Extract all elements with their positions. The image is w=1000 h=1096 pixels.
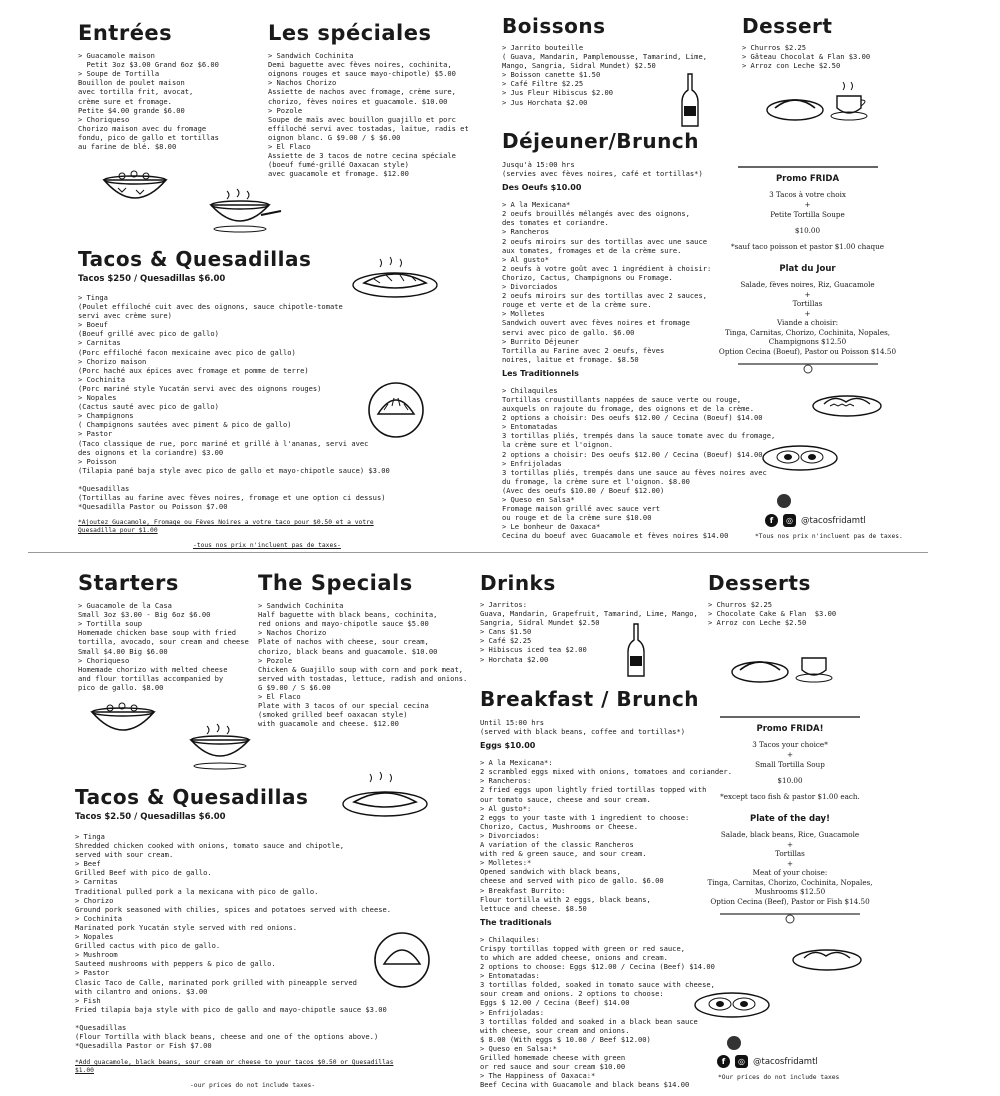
frida-logo (777, 494, 791, 508)
dessert-plate-illustration (765, 78, 875, 126)
dessert-plate-illustration (730, 640, 840, 688)
facebook-icon[interactable]: f (765, 514, 778, 527)
dessert-section (742, 15, 912, 70)
speciales-section (268, 22, 488, 178)
starters-title: Starters (78, 571, 179, 595)
promo-price-en: $10.00 (777, 776, 803, 785)
desserts-title: Desserts (708, 571, 811, 595)
bottle-illustration (626, 622, 646, 680)
ornament-divider (720, 714, 860, 720)
chilaquiles-plate-illustration (790, 942, 865, 972)
tacos-title-en: Tacos & Quesadillas (75, 785, 309, 809)
plate-of-day-text: Salade, black beans, Rice, Guacamole + Tortillas + Meat of your choise: Tinga, Carnitas, Chorizo, Cochinita, Nopales, Mushrooms $12.50 Option Cecina (Beef), Pastor or Fish $14.50 (707, 830, 873, 906)
tacos-section-en (75, 786, 405, 1090)
drinks-title: Drinks (480, 571, 556, 595)
guacamole-bowl-illustration (88, 700, 158, 740)
promo-note-en: *except taco fish & pastor $1.00 each. (720, 792, 860, 801)
traditionnels-items: > Chilaquiles Tortillas croustillants nappées de sauce verte ou rouge, auxquels on rajoute du fromage, des oignons et de la crème. 2 options a choisir: Des oeufs $12.00 / Cecina (Boeuf) $14.00 > Entomatadas 3 tortillas pliés, trempés dans la sauce tomate avec du fromage, la crème sure et l'oignon. 2 options a choisir: Des oeufs $12.00 / Cecina (Boeuf) $14.00 > Enfrijoladas 3 tortillas pliés, trempés dans une sauce au fèves noires avec du fromage, la crème sure et l'oignon. $8.00 (Avec des oeufs $10.00 / Boeuf $12.00) > Queso en Salsa* Fromage maison grillé avec sauce vert ou rouge et de la crème sure $10.00 > Le bonheur de Oaxaca* Cecina du boeuf avec Guacamole et fèves noires $14.00 (502, 385, 776, 541)
brunch-title-en: Breakfast / Brunch (480, 687, 700, 711)
eggs-price-en: Eggs $10.00 (480, 741, 536, 751)
eggs-plate-illustration (760, 438, 840, 473)
eggs-price-fr: Des Oeufs $10.00 (502, 183, 582, 193)
entrees-section (78, 22, 258, 151)
facebook-icon[interactable]: f (717, 1055, 730, 1068)
chilaquiles-plate-illustration (810, 388, 885, 418)
speciales-title: Les spéciales (268, 21, 432, 45)
tacos-title-fr: Tacos & Quesadillas (78, 247, 312, 271)
promo-frida-fr (700, 160, 915, 378)
tacos-items-en: > Tinga Shredded chicken cooked with onions, tomato sauce and chipotle, served with sour cream. > Beef Grilled Beef with pico de gallo. > Carnitas Traditional pulled pork a la mexicana with pico de gallo. > Chorizo Ground pork seasoned with chilies, spices and potatoes served with cheese. > Cochinita Marinated pork Yucatán style served with red onions. > Nopales Grilled cactus with pico de gallo. > Mushroom Sauteed mushrooms with peppers & pico de gallo. > Pastor Clasic Taco de Calle, marinated pork grilled with pineapple served with cilantro and onions. $3.00 > Fish Fried tilapia baja style with pico de gallo and mayo-chipotle sauce $3.00 *Quesadillas (Flour Tortilla with black beans, cheese and one of the options above.) *Quesadilla Pastor or Fish $7.00 (75, 832, 392, 1051)
social-handle-text-en[interactable]: @tacosfridamtl (753, 1056, 818, 1067)
promo-line1-en: 3 Tacos your choice* (752, 740, 828, 749)
promo-plus-en: + (786, 750, 794, 759)
taxes-note-fr: -tous nos prix n'incluent pas de taxes- (193, 542, 341, 550)
english-menu (0, 560, 1000, 1096)
social-handle-en[interactable] (717, 1055, 818, 1068)
specials-items: > Sandwich Cochinita Half baguette with black beans, cochinita, red onions and mayo-chipotle sauce $5.00 > Nachos Chorizo Plate of nachos with cheese, sour cream, chorizo, black beans and guacamole. $10.00 > Pozole Chicken & Guajillo soup with corn and pork meat, served with tostadas, lettuce, radish and onions. G $9.00 / S $6.00 > El Flaco Plate with 3 tacos of our special cecina (smoked grilled beef oaxacan style) with guacamole and cheese. $12.00 (258, 601, 468, 729)
entrees-title: Entrées (78, 21, 173, 45)
specials-section (258, 572, 488, 728)
brunch-title-fr: Déjeuner/Brunch (502, 129, 699, 153)
traditionnels-title: Les Traditionnels (502, 368, 579, 378)
plat-du-jour-title: Plat du Jour (779, 264, 836, 274)
plat-du-jour-text: Salade, fèves noires, Riz, Guacamole + Tortillas + Viande a choisir: Tinga, Carnitas, Chorizo, Cochinita, Nopales, Champignons $12.50 Option Cecina (Boeuf), Pastor ou Poisson $14.50 (718, 280, 897, 356)
promo-line2-en: Small Tortilla Soup (755, 760, 825, 769)
eggs-items-en: > A la Mexicana*: 2 scrambled eggs mixed with onions, tomatoes and coriander. > Rancheros: 2 fried eggs upon lightly fried tortillas topped with our tomato sauce, cheese and sour cream. > Al gusto*: 2 eggs to your taste with 1 ingredient to choose: Chorizo, Cactus, Mushrooms or Cheese. > Divorciados: A variation of the classic Rancheros with red & green sauce, and sour cream. > Molletes:* Opened sandwich with black beans, cheese and served with pico de gallo. $6.00 > Breakfast Burrito: Flour tortilla with 2 eggs, black beans, lettuce and cheese. $8.50 (480, 758, 732, 913)
promo-line2-fr: Petite Tortilla Soupe (770, 210, 845, 219)
promo-title-fr: Promo FRIDA (775, 174, 840, 184)
speciales-items: > Sandwich Cochinita Demi baguette avec fèves noires, cochinita, oignons rouges et sauce mayo-chipotle) $5.00 > Nachos Chorizo Assiette de nachos avec fromage, crème sure, chorizo, fèves noires et guacamole. $10.00 > Pozole Soupe de maïs avec bouillon guajillo et porc effiloché servi avec tostadas, laitue, radis et oignon blanc. G $9.00 / $ $6.00 > El Flaco Assiette de 3 tacos de notre cecina spéciale (boeuf fumé-grillé Oaxacan style) avec guacamole et fromage. $12.00 (268, 51, 469, 179)
ornament-divider (738, 164, 878, 170)
taxes-note-right-fr: *Tous nos prix n'incluent pas de taxes. (755, 533, 903, 540)
plate-of-day-title: Plate of the day! (750, 814, 830, 824)
taxes-note-right-en: *Our prices do not include taxes (718, 1074, 840, 1081)
eggs-plate-illustration (692, 985, 772, 1020)
taco-plate-illustration (372, 930, 432, 990)
ornament-divider (720, 910, 860, 924)
ornament-divider (738, 360, 878, 374)
tacos-addon-note-en: *Add guacamole, black beans, sour cream or cheese to your tacos $0.50 or Quesadillas $1.00 (75, 1059, 394, 1075)
drinks-section (480, 572, 710, 664)
taco-plate-illustration (366, 380, 426, 440)
promo-line1-fr: 3 Tacos à votre choix (769, 190, 846, 199)
brunch-hours-en: Until 15:00 hrs (served with black beans, coffee and tortillas*) (480, 718, 685, 737)
eggs-items-fr: > A la Mexicana* 2 oeufs brouillés mélangés avec des oignons, des tomates et coriandre. > Rancheros 2 oeufs miroirs sur des tortillas avec une sauce aux tomates, fromages et de la crème sure. > Al gusto* 2 oeufs à votre goût avec 1 ingrédient à choisir: Chorizo, Cactus, Champignons ou Fromage. > Divorciados 2 oeufs miroirs sur des tortillas avec 2 sauces, rouge et verte et de la crème sure. > Molletes Sandwich ouvert avec fèves noires et fromage servi avec pico de gallo. $6.00 > Burrito Déjeuner Tortilla au Farine avec 2 oeufs, fèves noires, laitue et fromage. $8.50 (502, 200, 712, 364)
specials-title: The Specials (258, 571, 413, 595)
drinks-items: > Jarritos: Guava, Mandarin, Grapefruit, Tamarind, Lime, Mango, Sangria, Sidral Mundet $2.50 > Cans $1.50 > Café $2.25 > Hibiscus iced tea $2.00 > Horchata $2.00 (480, 600, 698, 664)
soup-bowl-illustration (205, 185, 285, 235)
traditionals-items: > Chilaquiles: Crispy tortillas topped with green or red sauce, to which are added cheese, onions and cream. 2 options to choose: Eggs $12.00 / Cecina (Beef) $14.00 > Entomatadas: 3 tortillas folded, soaked in tomato sauce with cheese, sour cream and onions. 2 options to choose: Eggs $ 12.00 / Cecina (Beef) $14.00 > Enfrijoladas: 3 tortillas folded and soaked in a black bean sauce with cheese, sour cream and onions. $ 8.00 (With eggs $ 10.00 / Beef $12.00) > Queso en Salsa:* Grilled homemade cheese with green or red sauce and sour cream $10.00 > The Happiness of Oaxaca:* Beef Cecina with Guacamole and black beans $14.00 (480, 934, 715, 1090)
promo-note-fr: *sauf taco poisson et pastor $1.00 chaque (730, 242, 885, 251)
tacos-addon-note-fr: *Ajoutez Guacamole, Fromage ou Fèves Noires a votre taco pour $0.50 et a votre Quesadilla pour $1.00 (78, 519, 374, 535)
burrito-plate-illustration (350, 255, 440, 300)
promo-plus-fr: + (804, 200, 811, 209)
guacamole-bowl-illustration (100, 168, 170, 208)
instagram-icon[interactable]: ◎ (783, 514, 796, 527)
starters-section (78, 572, 258, 692)
desserts-items: > Churros $2.25 > Chocolate Cake & Flan $3.00 > Arroz con Leche $2.50 (708, 600, 837, 628)
promo-frida-en (680, 710, 900, 928)
traditionals-title: The traditionals (480, 917, 552, 927)
desserts-section (708, 572, 908, 627)
brunch-hours-fr: Jusqu'à 15:00 hrs (servies avec fèves noires, café et tortillas*) (502, 160, 703, 179)
tacos-items-fr: > Tinga (Poulet effiloché cuit avec des oignons, sauce chipotle-tomate servi avec crème sure) > Boeuf (Boeuf grillé avec pico de gallo) > Carnitas (Porc effiloché facon mexicaine avec pico de gallo) > Chorizo maison (Porc haché aux épices avec fromage et pomme de terre) > Cochinita (Porc mariné style Yucatán servi avec des oignons rouges) > Nopales (Cactus sauté avec pico de gallo) > Champignons ( Champignons sautées avec piment & pico de gallo) > Pastor (Taco classique de rue, porc mariné et grillé à l'ananas, servi avec des oignons et la coriandre) $3.00 > Poisson (Tilapia pané baja style avec pico de gallo et mayo-chipotle sauce) $3.00 *Quesadillas (Tortillas au farine avec fèves noires, fromage et une option ci dessus) *Quesadilla Pastor ou Poisson $7.00 (78, 293, 390, 512)
dessert-items: > Churros $2.25 > Gâteau Chocolat & Flan $3.00 > Arroz con Leche $2.50 (742, 43, 871, 71)
instagram-icon[interactable]: ◎ (735, 1055, 748, 1068)
starters-items: > Guacamole de la Casa Small 3oz $3.00 - Big 6oz $6.00 > Tortilla soup Homemade chicken base soup with fried tortilla, avocado, sour cream and cheese Small $4.00 Big $6.00 > Choriqueso Homemade chorizo with melted cheese and flour tortillas accompanied by pico de gallo. $8.00 (78, 601, 249, 692)
boissons-items: > Jarrito bouteille ( Guava, Mandarin, Pamplemousse, Tamarind, Lime, Mango, Sangria, Sidral Mundet) $2.50 > Boisson canette $1.50 > Café Filtre $2.25 > Jus Fleur Hibiscus $2.00 > Jus Horchata $2.00 (502, 43, 707, 107)
tacos-prices-fr: Tacos $250 / Quesadillas $6.00 (78, 274, 226, 284)
language-divider (28, 552, 928, 553)
bottle-illustration (680, 72, 700, 130)
taxes-note-en: -our prices do not include taxes- (190, 1082, 316, 1090)
soup-bowl-illustration (185, 720, 265, 775)
dessert-title: Dessert (742, 14, 833, 38)
tacos-prices-en: Tacos $2.50 / Quesadillas $6.00 (75, 812, 226, 822)
frida-logo (727, 1036, 741, 1050)
promo-title-en: Promo FRIDA! (756, 724, 824, 734)
social-handle-fr[interactable] (765, 514, 866, 527)
boissons-title: Boissons (502, 14, 606, 38)
promo-price-fr: $10.00 (794, 226, 821, 235)
burrito-plate-illustration (340, 770, 430, 820)
entrees-items: > Guacamole maison Petit 3oz $3.00 Grand 6oz $6.00 > Soupe de Tortilla Bouillon de poulet maison avec tortilla frit, avocat, crème sure et fromage. Petite $4.00 grande $6.00 > Choriqueso Chorizo maison avec du fromage fondu, pico de gallo et tortillas au farine de blé. $8.00 (78, 51, 219, 152)
social-handle-text-fr[interactable]: @tacosfridamtl (801, 515, 866, 526)
